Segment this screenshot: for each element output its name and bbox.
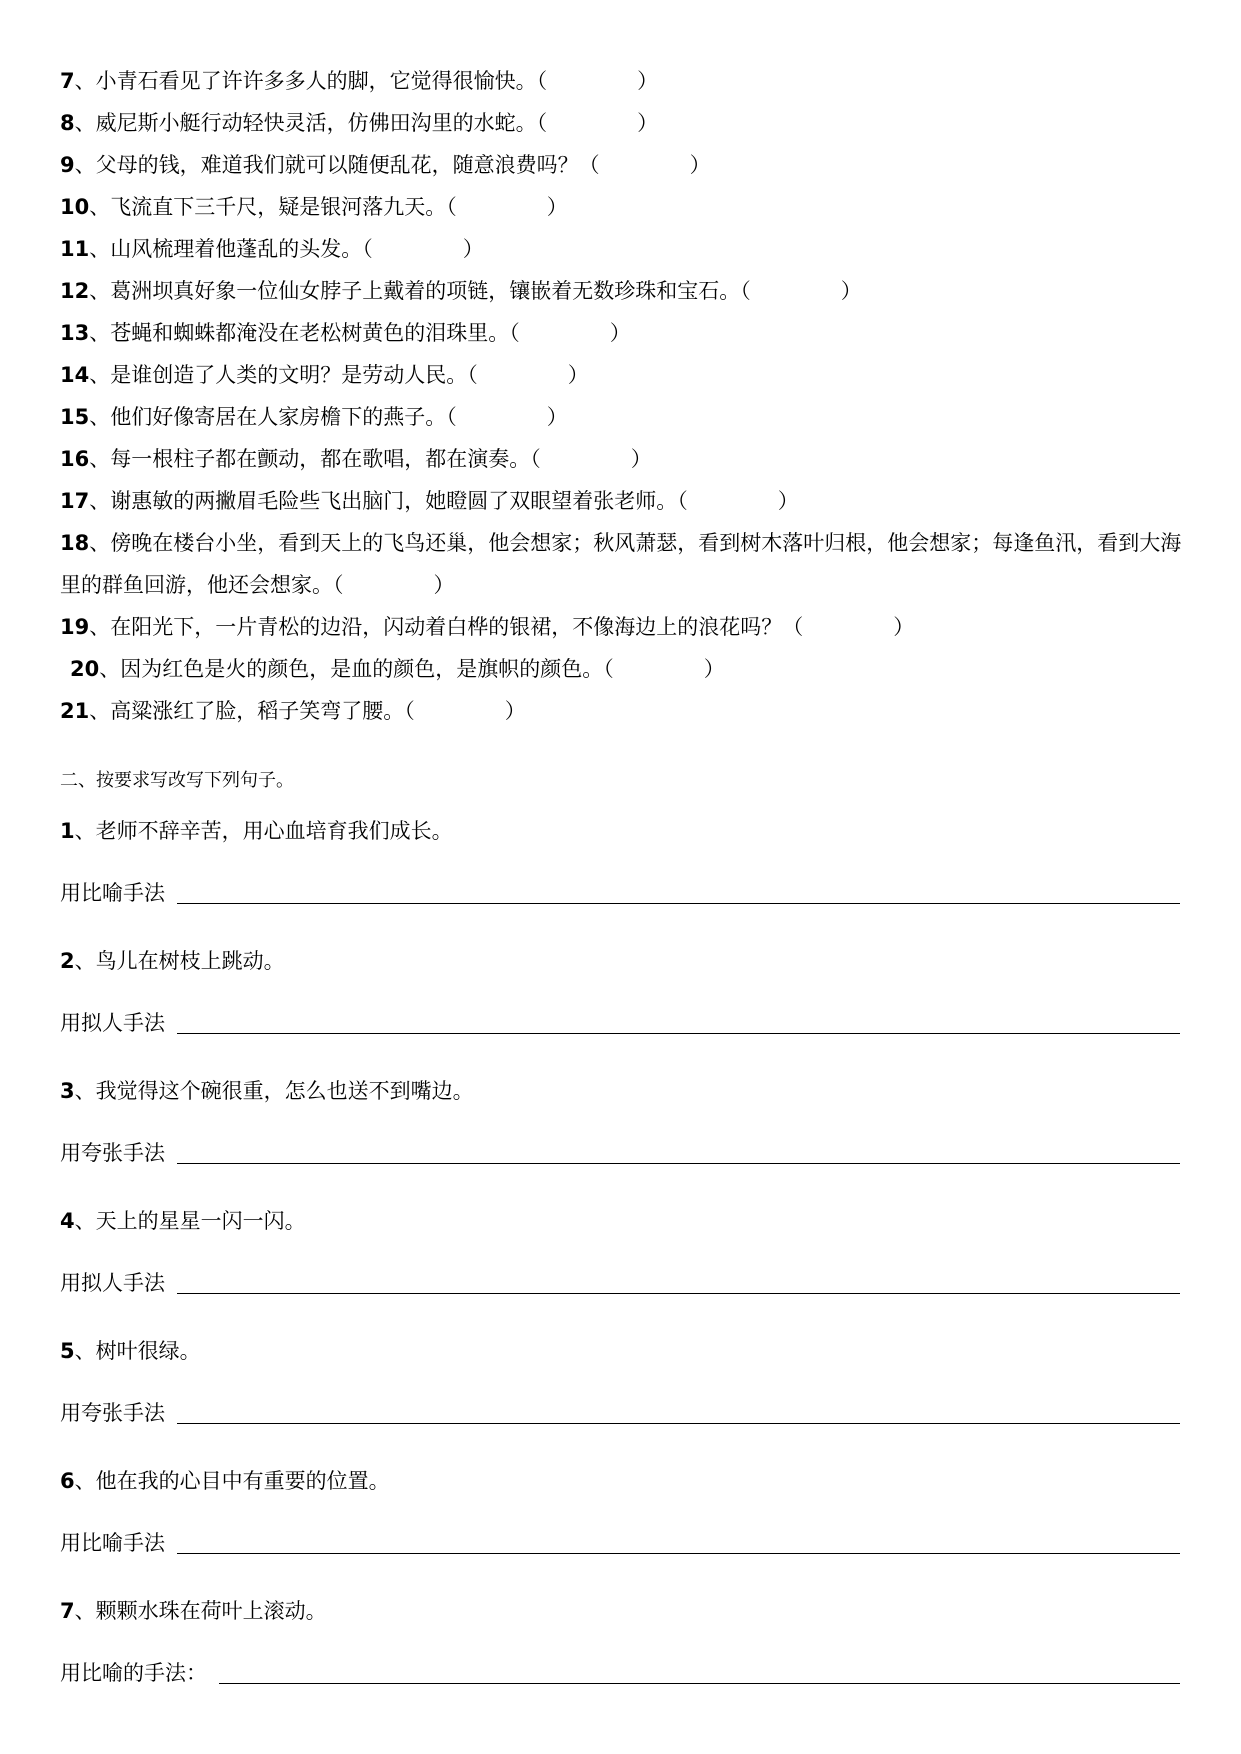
question-number: 13 — [60, 321, 90, 345]
answer-line[interactable] — [177, 1032, 1180, 1034]
close-paren: ） — [567, 363, 589, 387]
answer-label: 用夸张手法 — [60, 1141, 165, 1165]
prompt-text: 、天上的星星一闪一闪。 — [74, 1209, 306, 1233]
question-number: 16 — [60, 447, 90, 471]
prompt-number: 6 — [60, 1469, 75, 1493]
rewrite-prompt-6 — [60, 1466, 390, 1496]
question-text: 、威尼斯小艇行动轻快灵活，仿佛田沟里的水蛇。（ — [74, 111, 548, 135]
answer-row-6 — [60, 1518, 1180, 1558]
prompt-text: 、鸟儿在树枝上跳动。 — [74, 949, 285, 973]
question-item-14 — [60, 354, 1190, 396]
prompt-text: 、我觉得这个碗很重，怎么也送不到嘴边。 — [74, 1079, 474, 1103]
question-item-15 — [60, 396, 1190, 438]
question-item-13 — [60, 312, 1190, 354]
question-item-19 — [60, 606, 1190, 648]
close-paren: ） — [637, 111, 659, 135]
answer-line[interactable] — [177, 1422, 1180, 1424]
close-paren: ） — [637, 69, 659, 93]
question-number: 14 — [60, 363, 90, 387]
prompt-text: 、树叶很绿。 — [74, 1339, 201, 1363]
question-number: 12 — [60, 279, 90, 303]
question-text: 、他们好像寄居在人家房檐下的燕子。（ — [89, 405, 457, 429]
answer-line[interactable] — [177, 1552, 1180, 1554]
question-item-7 — [60, 60, 1190, 102]
section-title: 二、按要求写改写下列句子。 — [60, 770, 294, 791]
prompt-text: 、老师不辞辛苦，用心血培育我们成长。 — [74, 819, 453, 843]
prompt-number: 7 — [60, 1599, 75, 1623]
question-text: 、小青石看见了许许多多人的脚，它觉得很愉快。（ — [74, 69, 548, 93]
question-text: 、傍晚在楼台小坐，看到天上的飞鸟还巢，他会想家；秋风萧瑟，看到树木落叶归根，他会想家；每逢鱼汛，看到大海里的群鱼回游，他还会想家。（ — [60, 531, 1182, 597]
answer-label: 用比喻手法 — [60, 1531, 165, 1555]
close-paren: ） — [777, 489, 799, 513]
answer-row-2 — [60, 998, 1180, 1038]
answer-row-7 — [60, 1648, 1180, 1688]
question-text: 、飞流直下三千尺，疑是银河落九天。（ — [89, 195, 457, 219]
rewrite-prompt-5 — [60, 1336, 201, 1366]
close-paren: ） — [630, 447, 652, 471]
answer-label: 用比喻手法 — [60, 881, 165, 905]
prompt-text: 、颗颗水珠在荷叶上滚动。 — [74, 1599, 327, 1623]
prompt-number: 4 — [60, 1209, 75, 1233]
question-text: 、因为红色是火的颜色，是血的颜色，是旗帜的颜色。（ — [99, 657, 614, 681]
answer-line[interactable] — [177, 1162, 1180, 1164]
close-paren: ） — [433, 573, 455, 597]
answer-row-1 — [60, 868, 1180, 908]
question-text: 、父母的钱，难道我们就可以随便乱花，随意浪费吗？（ — [74, 153, 600, 177]
close-paren: ） — [609, 321, 631, 345]
question-text: 、是谁创造了人类的文明？是劳动人民。（ — [89, 363, 478, 387]
question-number: 9 — [60, 153, 75, 177]
question-item-9 — [60, 144, 1190, 186]
answer-label: 用比喻的手法： — [60, 1661, 207, 1685]
question-item-21 — [60, 690, 1190, 732]
question-item-20 — [70, 648, 1200, 690]
question-number: 20 — [70, 657, 100, 681]
question-number: 21 — [60, 699, 90, 723]
answer-line[interactable] — [177, 902, 1180, 904]
answer-line[interactable] — [177, 1292, 1180, 1294]
question-text: 、葛洲坝真好象一位仙女脖子上戴着的项链，镶嵌着无数珍珠和宝石。（ — [89, 279, 751, 303]
answer-label: 用拟人手法 — [60, 1011, 165, 1035]
prompt-number: 1 — [60, 819, 75, 843]
close-paren: ） — [840, 279, 862, 303]
rewrite-prompt-1 — [60, 816, 453, 846]
prompt-text: 、他在我的心目中有重要的位置。 — [74, 1469, 390, 1493]
answer-row-5 — [60, 1388, 1180, 1428]
close-paren: ） — [703, 657, 725, 681]
question-number: 19 — [60, 615, 90, 639]
answer-row-4 — [60, 1258, 1180, 1298]
prompt-number: 2 — [60, 949, 75, 973]
answer-row-3 — [60, 1128, 1180, 1168]
question-item-16 — [60, 438, 1190, 480]
question-item-17 — [60, 480, 1190, 522]
question-number: 17 — [60, 489, 90, 513]
prompt-number: 5 — [60, 1339, 75, 1363]
close-paren: ） — [689, 153, 711, 177]
rewrite-prompt-3 — [60, 1076, 474, 1106]
close-paren: ） — [504, 699, 526, 723]
rewrite-prompt-4 — [60, 1206, 306, 1236]
question-text: 、苍蝇和蜘蛛都淹没在老松树黄色的泪珠里。（ — [89, 321, 520, 345]
answer-label: 用夸张手法 — [60, 1401, 165, 1425]
question-text: 、山风梳理着他蓬乱的头发。（ — [89, 237, 373, 261]
question-item-8 — [60, 102, 1190, 144]
question-number: 7 — [60, 69, 75, 93]
question-text: 、每一根柱子都在颤动，都在歌唱，都在演奏。（ — [89, 447, 541, 471]
question-number: 18 — [60, 531, 90, 555]
close-paren: ） — [462, 237, 484, 261]
prompt-number: 3 — [60, 1079, 75, 1103]
question-text: 、谢惠敏的两撇眉毛险些飞出脑门，她瞪圆了双眼望着张老师。（ — [89, 489, 688, 513]
close-paren: ） — [893, 615, 915, 639]
question-number: 15 — [60, 405, 90, 429]
rewrite-prompt-7 — [60, 1596, 327, 1626]
question-text: 、高粱涨红了脸，稻子笑弯了腰。（ — [89, 699, 415, 723]
question-item-12 — [60, 270, 1190, 312]
question-text: 、在阳光下，一片青松的边沿，闪动着白桦的银裙，不像海边上的浪花吗？（ — [89, 615, 804, 639]
close-paren: ） — [546, 195, 568, 219]
question-item-18 — [60, 522, 1190, 606]
question-number: 10 — [60, 195, 90, 219]
question-item-10 — [60, 186, 1190, 228]
question-number: 11 — [60, 237, 90, 261]
question-item-11 — [60, 228, 1190, 270]
rewrite-prompt-2 — [60, 946, 285, 976]
answer-label: 用拟人手法 — [60, 1271, 165, 1295]
close-paren: ） — [546, 405, 568, 429]
question-number: 8 — [60, 111, 75, 135]
answer-line[interactable] — [219, 1682, 1180, 1684]
